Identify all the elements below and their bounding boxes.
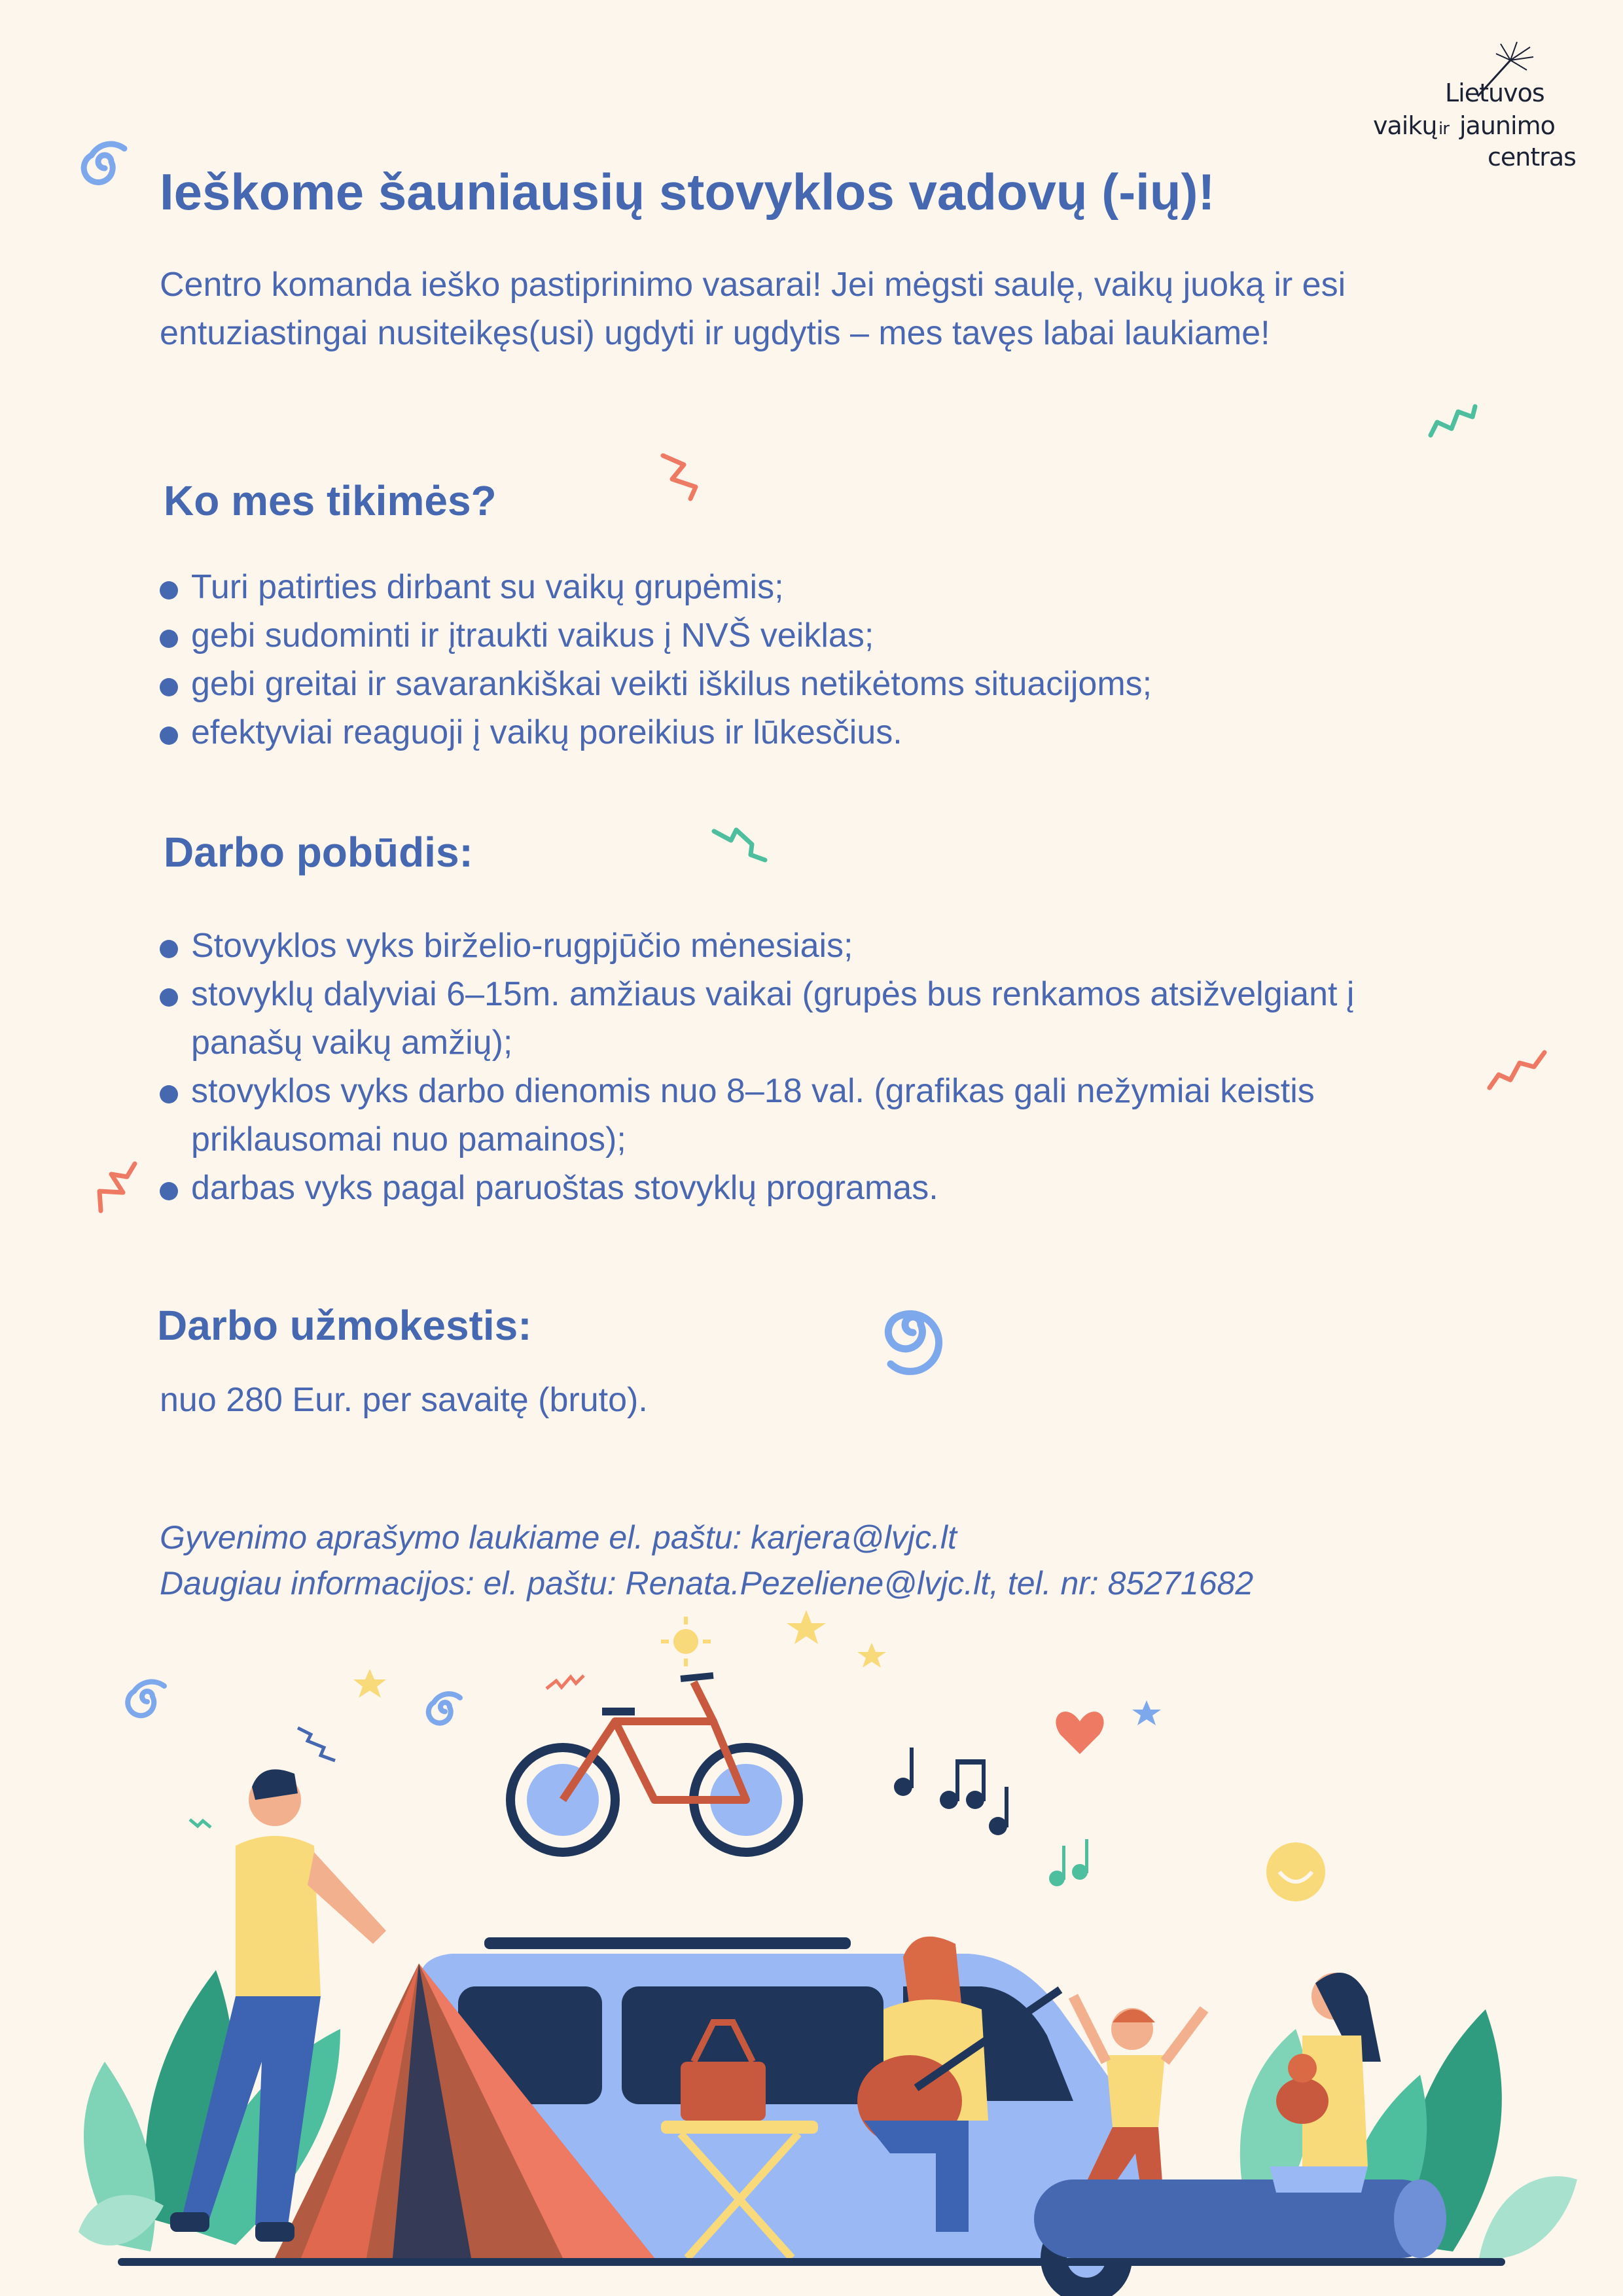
- sun-icon: [661, 1617, 711, 1666]
- swirl-icon: [864, 1282, 962, 1380]
- music-note-icon: [1049, 1839, 1088, 1886]
- expectations-list: [160, 563, 1469, 757]
- star-icon: [787, 1610, 826, 1644]
- list-item: Stovyklos vyks birželio-rugpjūčio mėnesiais;: [160, 922, 1436, 970]
- work-heading: Darbo pobūdis:: [164, 829, 473, 876]
- salary-text: nuo 280 Eur. per savaitę (bruto).: [160, 1381, 648, 1419]
- zigzag-icon: [1427, 403, 1479, 442]
- list-item: gebi greitai ir savarankiškai veikti iškilus netikėtoms situacijoms;: [160, 660, 1469, 708]
- list-item: stovyklų dalyviai 6–15m. amžiaus vaikai (grupės bus renkamos atsižvelgiant į panašų vaikų amžių);: [160, 970, 1436, 1067]
- list-item: darbas vyks pagal paruoštas stovyklų programas.: [160, 1164, 1436, 1212]
- log: [1034, 2179, 1446, 2258]
- swirl-icon: [69, 139, 141, 198]
- list-item: efektyviai reaguoji į vaikų poreikius ir lūkesčius.: [160, 708, 1469, 757]
- list-item: Turi patirties dirbant su vaikų grupėmis;: [160, 563, 1469, 611]
- work-list: [160, 922, 1436, 1212]
- contact-line-2: Daugiau informacijos: el. paštu: Renata.Pezeliene@lvjc.lt, tel. nr: 85271682: [160, 1565, 1254, 1602]
- ground-line: [118, 2258, 1505, 2266]
- star-icon: [1132, 1700, 1161, 1725]
- bicycle: [510, 1676, 798, 1852]
- zigzag-icon: [1486, 1047, 1551, 1093]
- contact-line-1: Gyvenimo aprašymo laukiame el. paštu: karjera@lvjc.lt: [160, 1519, 957, 1556]
- zigzag-icon: [658, 450, 717, 503]
- zigzag-icon: [190, 1820, 211, 1827]
- star-icon: [857, 1643, 886, 1668]
- zigzag-icon: [710, 826, 769, 865]
- logo-line-2b: ir: [1438, 119, 1449, 139]
- swirl-icon: [128, 1682, 460, 1723]
- zigzag-icon: [298, 1728, 335, 1761]
- star-icon: [353, 1669, 386, 1698]
- list-item: gebi sudominti ir įtraukti vaikus į NVŠ veiklas;: [160, 611, 1469, 660]
- logo: [1366, 72, 1582, 177]
- logo-line-2a: vaikų: [1373, 111, 1437, 140]
- expectations-heading: Ko mes tikimės?: [164, 477, 497, 524]
- intro-text: Centro komanda ieško pastiprinimo vasarai! Jei mėgsti saulę, vaikų juoką ir esi entuziastingai nusiteikęs(usi) ugdyti ir ugdytis – mes tavęs labai laukiame!: [160, 266, 1346, 352]
- music-notes-icon: [894, 1748, 1008, 1835]
- logo-line-1: Lietuvos: [1445, 79, 1544, 107]
- logo-line-3: centras: [1488, 143, 1576, 171]
- logo-line-2c: jaunimo: [1459, 111, 1555, 140]
- smiley-icon: [1266, 1842, 1325, 1901]
- page-title: Ieškome šauniausių stovyklos vadovų (-ių)!: [160, 163, 1215, 221]
- camping-illustration: [0, 1604, 1623, 2296]
- zigzag-icon: [546, 1676, 584, 1689]
- zigzag-icon: [92, 1158, 144, 1217]
- list-item: stovyklos vyks darbo dienomis nuo 8–18 val. (grafikas gali nežymiai keistis priklausomai nuo pamainos);: [160, 1067, 1436, 1164]
- heart-icon: [1056, 1712, 1103, 1754]
- salary-heading: Darbo užmokestis:: [157, 1302, 532, 1349]
